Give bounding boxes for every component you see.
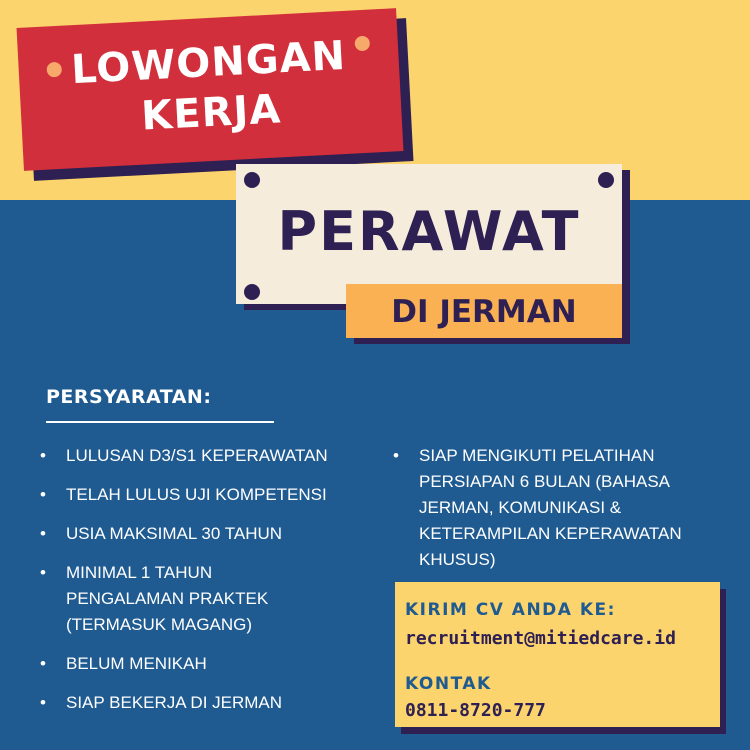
list-item	[40, 443, 380, 469]
nail-bottom-left	[244, 284, 260, 300]
banner-line-2: KERJA	[140, 86, 283, 140]
title-panel	[236, 164, 622, 304]
list-item	[40, 560, 380, 638]
list-item	[40, 651, 380, 677]
requirements-list-right	[393, 443, 723, 586]
phone-number[interactable]: 0811-8720-777	[405, 700, 546, 721]
requirement-text: LULUSAN D3/S1 KEPERAWATAN	[66, 446, 328, 465]
bullet: •	[40, 485, 46, 504]
requirements-list-left	[40, 443, 380, 729]
bullet: •	[40, 654, 46, 673]
bullet: •	[40, 446, 46, 465]
requirement-text: TELAH LULUS UJI KOMPETENSI	[66, 485, 327, 504]
list-item	[40, 690, 380, 716]
bullet: •	[393, 446, 399, 465]
list-item	[393, 443, 723, 573]
nail-top-right	[598, 172, 614, 188]
nail-top-left	[244, 172, 260, 188]
bullet: •	[40, 563, 46, 582]
requirement-text: BELUM MENIKAH	[66, 654, 207, 673]
bullet: •	[40, 693, 46, 712]
send-cv-label: KIRIM CV ANDA KE:	[405, 600, 616, 620]
job-vacancy-banner	[17, 8, 404, 171]
position-title: PERAWAT	[277, 200, 581, 263]
requirements-heading: PERSYARATAN:	[46, 386, 212, 408]
requirement-text: USIA MAKSIMAL 30 TAHUN	[66, 524, 283, 543]
list-item	[40, 482, 380, 508]
list-item	[40, 521, 380, 547]
contact-label: KONTAK	[405, 674, 492, 694]
contact-box	[395, 582, 720, 727]
heading-underline	[46, 421, 274, 423]
position-location: DI JERMAN	[346, 284, 622, 338]
banner-line-1: LOWONGAN	[70, 32, 348, 94]
bullet: •	[40, 524, 46, 543]
requirement-text: SIAP MENGIKUTI PELATIHAN PERSIAPAN 6 BULAN (BAHASA JERMAN, KOMUNIKASI & KETERAMPILAN KEPERAWATAN KHUSUS)	[419, 446, 682, 569]
requirement-text: SIAP BEKERJA DI JERMAN	[66, 693, 283, 712]
email-link[interactable]: recruitment@mitiedcare.id	[405, 628, 676, 649]
requirement-text: MINIMAL 1 TAHUN PENGALAMAN PRAKTEK (TERMASUK MAGANG)	[66, 563, 269, 634]
